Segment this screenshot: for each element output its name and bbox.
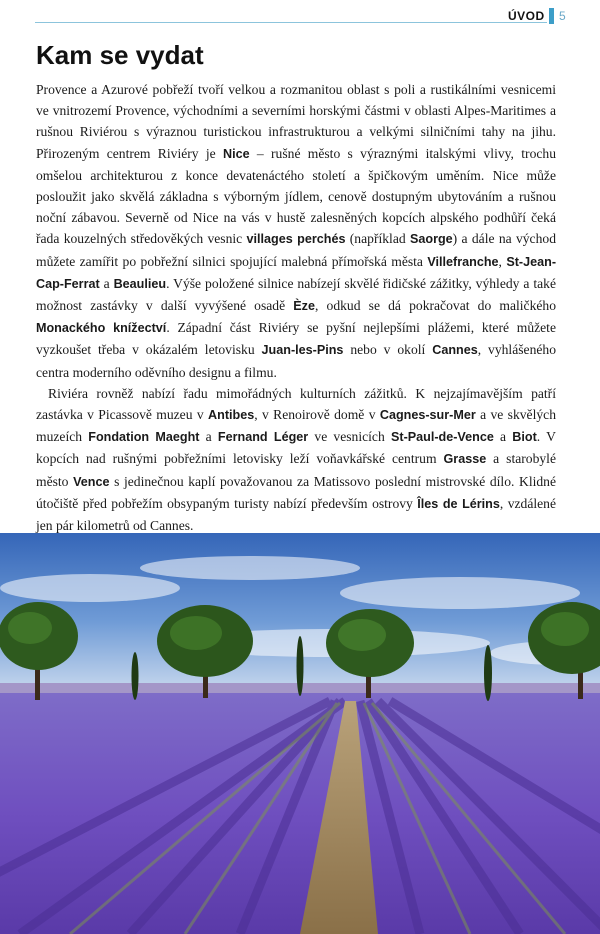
place-name: St-Paul-de-Vence: [390, 430, 494, 445]
section-marker: [549, 8, 554, 24]
place-name: villages perchés: [246, 232, 346, 247]
text-run: ve vesnicích: [308, 429, 391, 445]
place-name: Villefranche: [427, 254, 499, 269]
page-number: 5: [559, 9, 566, 23]
text-run: , odkud se dá pokračovat do maličkého: [314, 298, 557, 314]
place-name: Grasse: [443, 452, 487, 467]
text-run: , vyhlášeného centra moderního oděvního designu a filmu.: [36, 342, 556, 380]
place-name: Beaulieu: [113, 276, 167, 291]
place-name: Nice: [223, 146, 250, 161]
text-run: . V kopcích nad rušnými pobřežními letovisky leží voňavkářské centrum: [36, 429, 556, 467]
text-run: – rušné město s výraznými italskými vlivy, trochu omšelou architekturou z konce devatenáctého století a špičkovým uměním. Nice může posloužit jako skvělá základna s výborným jídlem, cenově dostupným ubytováním a rušnou noční zábavou. Severně od Nice na vás v hustě zalesněných kopcích alpského podhůří čeká řada kouzelných středověkých vesnic: [36, 145, 556, 247]
place-name: St-Jean-Cap-Ferrat: [36, 254, 557, 291]
text-run: . Západní část Riviéry se pyšní nejlepšími plážemi, které můžete vyzkoušet třeba v okázalém letovisku: [36, 320, 556, 358]
place-name: Cagnes-sur-Mer: [379, 408, 476, 423]
lavender-field-photo: [0, 533, 600, 934]
text-run: a: [199, 429, 218, 445]
text-run: a: [493, 429, 513, 445]
place-name: Vence: [73, 474, 110, 489]
place-name: Cannes: [432, 343, 478, 358]
text-run: Provence a Azurové pobřeží tvoří velkou a rozmanitou oblast s poli a rustikálními vesnicemi ve vnitrozemí Provence, východními a severními horskými částmi v oblasti Alpes-Maritimes a rušnou Riviérou s výraznou turistickou infrastrukturou a velkými silničními tahy na jihu. Přirozeným centrem Riviéry je: [36, 82, 556, 161]
place-name: Fondation Maeght: [88, 430, 200, 445]
paragraph-2: [36, 383, 556, 536]
place-name: Monackého knížectví: [36, 321, 167, 336]
text-run: , vzdálené jen pár kilometrů od Cannes.: [36, 495, 557, 534]
header-rule: [35, 22, 547, 23]
paragraph-1: [36, 79, 556, 383]
section-label: ÚVOD: [508, 9, 545, 23]
text-run: Riviéra rovněž nabízí řadu mimořádných kulturních zážitků. K nejzajímavějším patří zastávka v Picassově muzeu v: [36, 385, 556, 423]
place-name: Fernand Léger: [217, 430, 309, 445]
article-body: [36, 79, 556, 536]
text-run: ,: [498, 253, 507, 269]
text-run: nebo v okolí: [343, 342, 433, 358]
text-run: a starobylé město: [36, 451, 556, 489]
text-run: , v Renoirově domě v: [254, 407, 380, 423]
place-name: Èze: [293, 299, 315, 314]
place-name: Antibes: [208, 408, 255, 423]
text-run: s jedinečnou kaplí považovanou za Matissovo poslední mistrovské dílo. Klidné útočiště před pobřežím obsypaným turisty nabízí především ostrovy: [36, 473, 556, 511]
place-name: Biot: [512, 430, 537, 445]
text-run: . Výše položené silnice nabízejí skvělé řidičské zážitky, výhledy a také možnost zastávky v další vyvýšené osadě: [36, 275, 556, 314]
text-run: ) a dále na východ můžete zamířit po pobřežní silnici spojující malebná přímořská města: [36, 231, 556, 269]
text-run: (například: [345, 231, 410, 247]
place-name: Saorge: [409, 232, 453, 247]
place-name: Juan-les-Pins: [261, 343, 344, 358]
page-title: Kam se vydat: [36, 40, 204, 70]
text-run: a ve skvělých muzeích: [36, 407, 556, 445]
text-run: a: [99, 275, 114, 291]
place-name: Îles de Lérins: [417, 496, 500, 511]
